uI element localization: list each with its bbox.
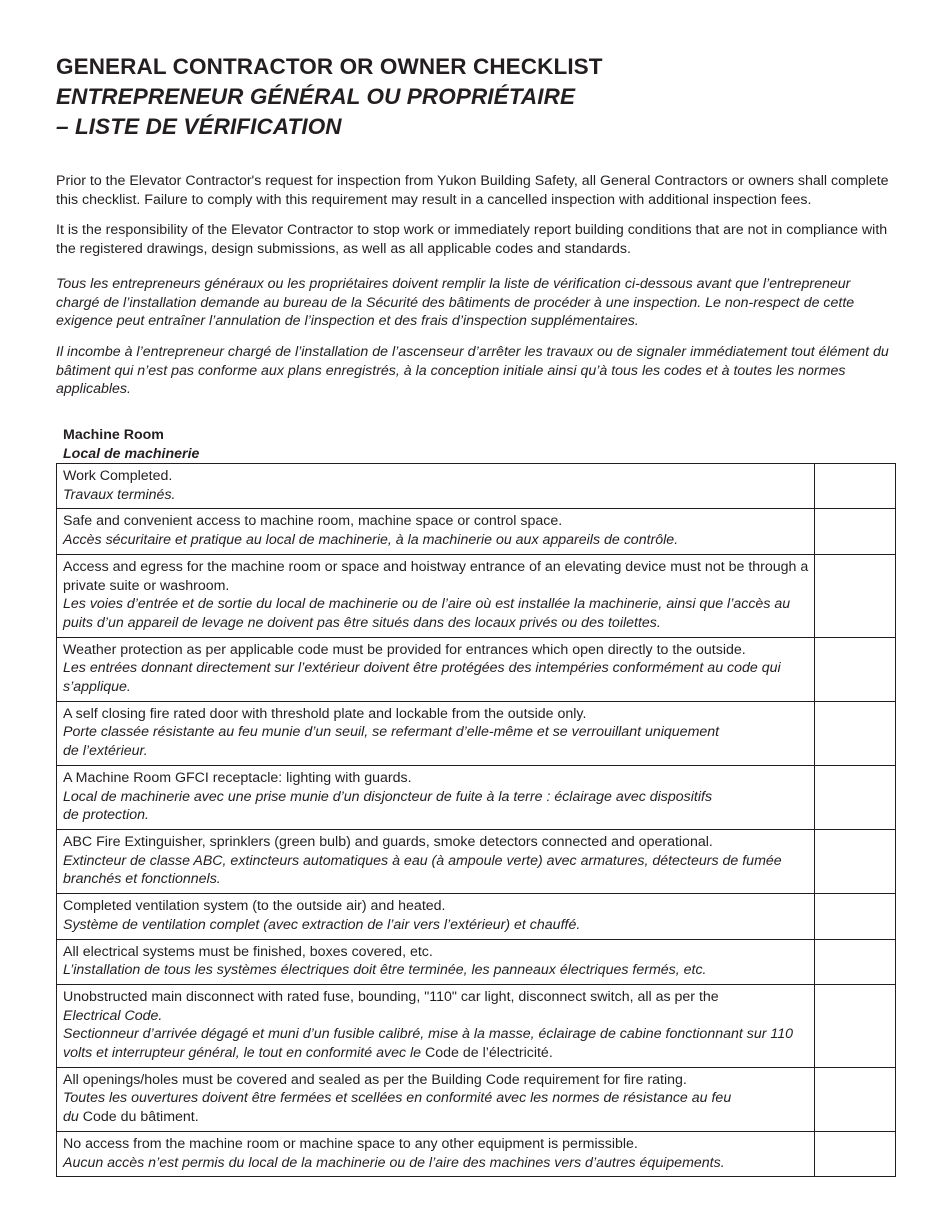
item-french-code-name: du bâtiment. bbox=[120, 1109, 199, 1126]
checklist-item-text bbox=[57, 464, 815, 509]
item-english-code-name: Electrical Code. bbox=[63, 1007, 163, 1024]
item-english: ABC Fire Extinguisher, sprinklers (green bulb) and guards, smoke detectors connected and operational. bbox=[63, 833, 713, 850]
intro-french-paragraph-2: Il incombe à l’entrepreneur chargé de l’installation de l’ascenseur d’arrêter les travaux ou de signaler immédiatement tout élément du bâtiment qui n’est pas conforme aux plans enregistrés, à la conception initiale ainsi qu’à tous les codes et à toutes les normes applicables. bbox=[56, 343, 889, 398]
checklist-row bbox=[57, 637, 896, 701]
checklist-item-text bbox=[57, 829, 815, 893]
item-french-continued: du bbox=[63, 1109, 79, 1126]
checkbox-cell[interactable] bbox=[815, 765, 896, 829]
checklist-row bbox=[57, 464, 896, 509]
item-french-continued: de protection. bbox=[63, 807, 149, 824]
section-heading-french: Local de machinerie bbox=[63, 445, 200, 462]
checkbox-cell[interactable] bbox=[815, 829, 896, 893]
item-french-code-name: de l’électricité. bbox=[462, 1045, 553, 1062]
checklist-item-text bbox=[57, 554, 815, 637]
checklist-row bbox=[57, 509, 896, 554]
checkbox-cell[interactable] bbox=[815, 464, 896, 509]
checklist-row bbox=[57, 894, 896, 939]
checkbox-cell[interactable] bbox=[815, 939, 896, 984]
item-french: Sectionneur d’arrivée dégagé et muni d’un fusible calibré, mise à la masse, éclairage de cabine fonctionnant sur 110 volts et interrupteur général, le tout en conformité avec le bbox=[63, 1026, 794, 1062]
item-english: Safe and convenient access to machine room, machine space or control space. bbox=[63, 513, 563, 530]
item-french: L’installation de tous les systèmes électriques doit être terminée, les panneaux électriques fermés, etc. bbox=[63, 962, 707, 979]
item-french-code-word: Code bbox=[82, 1109, 117, 1126]
item-english: Access and egress for the machine room or space and hoistway entrance of an elevating device must not be through a private suite or washroom. bbox=[63, 558, 809, 594]
item-french: Toutes les ouvertures doivent être fermées et scellées en conformité avec les normes de résistance au feu bbox=[63, 1090, 732, 1107]
checklist-item-text bbox=[57, 637, 815, 701]
page-title bbox=[56, 52, 896, 142]
checklist-page bbox=[56, 52, 896, 1177]
item-french: Travaux terminés. bbox=[63, 486, 176, 503]
item-english: Work Completed. bbox=[63, 468, 173, 485]
checklist-row bbox=[57, 701, 896, 765]
item-french: Local de machinerie avec une prise munie d’un disjoncteur de fuite à la terre : éclairage avec dispositifs bbox=[63, 788, 713, 805]
item-english: Completed ventilation system (to the outside air) and heated. bbox=[63, 898, 446, 915]
item-french: Accès sécuritaire et pratique au local de machinerie, à la machinerie ou aux appareils de contrôle. bbox=[63, 532, 679, 549]
item-french: Les voies d’entrée et de sortie du local de machinerie ou de l’aire où est installée la machinerie, ainsi que l’accès au puits d’un appareil de levage ne doivent pas être situés dans des locaux privés ou des toilettes. bbox=[63, 596, 791, 631]
item-english: No access from the machine room or machine space to any other equipment is permissible. bbox=[63, 1135, 638, 1152]
title-french-line2: – LISTE DE VÉRIFICATION bbox=[56, 114, 342, 139]
checkbox-cell[interactable] bbox=[815, 1067, 896, 1131]
item-english: Weather protection as per applicable code must be provided for entrances which open directly to the outside. bbox=[63, 641, 746, 658]
item-french: Système de ventilation complet (avec extraction de l’air vers l’extérieur) et chauffé. bbox=[63, 916, 581, 933]
intro-text bbox=[56, 172, 896, 399]
item-english: A self closing fire rated door with threshold plate and lockable from the outside only. bbox=[63, 705, 587, 722]
item-english: All electrical systems must be finished, boxes covered, etc. bbox=[63, 943, 433, 960]
checkbox-cell[interactable] bbox=[815, 637, 896, 701]
intro-french-paragraph-1: Tous les entrepreneurs généraux ou les propriétaires doivent remplir la liste de vérification ci-dessous avant que l’entrepreneur chargé de l’installation demande au bureau de la Sécurité des bâtiments de procéder à une inspection. Le non-respect de cette exigence peut entraîner l’annulation de l’inspection et des frais d’inspection supplémentaires. bbox=[56, 275, 855, 330]
checklist-row bbox=[57, 939, 896, 984]
checklist-item-text bbox=[57, 701, 815, 765]
checklist-item-text bbox=[57, 984, 815, 1067]
checklist-item-text bbox=[57, 509, 815, 554]
section-heading bbox=[56, 426, 896, 463]
checklist-row bbox=[57, 554, 896, 637]
checkbox-cell[interactable] bbox=[815, 701, 896, 765]
checklist-row bbox=[57, 984, 896, 1067]
title-english: GENERAL CONTRACTOR OR OWNER CHECKLIST bbox=[56, 54, 603, 79]
checklist-row bbox=[57, 1067, 896, 1131]
item-english: Unobstructed main disconnect with rated fuse, bounding, "110" car light, disconnect switch, all as per the bbox=[63, 988, 719, 1005]
checklist-item-text bbox=[57, 765, 815, 829]
checklist-row bbox=[57, 765, 896, 829]
checkbox-cell[interactable] bbox=[815, 509, 896, 554]
checklist-row bbox=[57, 829, 896, 893]
checklist-item-text bbox=[57, 1067, 815, 1131]
section-heading-english: Machine Room bbox=[63, 427, 164, 444]
checkbox-cell[interactable] bbox=[815, 984, 896, 1067]
intro-english-paragraph-1: Prior to the Elevator Contractor's request for inspection from Yukon Building Safety, all General Contractors or owners shall complete this checklist. Failure to comply with this requirement may result in a cancelled inspection with additional inspection fees. bbox=[56, 173, 889, 208]
checklist-item-text bbox=[57, 1131, 815, 1176]
checkbox-cell[interactable] bbox=[815, 894, 896, 939]
checklist-item-text bbox=[57, 894, 815, 939]
item-english: A Machine Room GFCI receptacle: lighting with guards. bbox=[63, 769, 412, 786]
checklist-row bbox=[57, 1131, 896, 1176]
item-french: Les entrées donnant directement sur l’extérieur doivent être protégées des intempéries conformément au code qui s’applique. bbox=[63, 660, 781, 696]
item-english: All openings/holes must be covered and sealed as per the Building Code requirement for fire rating. bbox=[63, 1071, 687, 1088]
checkbox-cell[interactable] bbox=[815, 554, 896, 637]
item-french: Extincteur de classe ABC, extincteurs automatiques à eau (à ampoule verte) avec armatures, détecteurs de fumée branchés et fonctionnels. bbox=[63, 852, 782, 888]
checkbox-cell[interactable] bbox=[815, 1131, 896, 1176]
intro-english-paragraph-2: It is the responsibility of the Elevator Contractor to stop work or immediately report building conditions that are not in compliance with the registered drawings, design submissions, as well as all applicable codes and standards. bbox=[56, 222, 888, 258]
title-french-line1: ENTREPRENEUR GÉNÉRAL OU PROPRIÉTAIRE bbox=[56, 84, 576, 109]
item-french-code-word: Code bbox=[425, 1045, 459, 1062]
checklist-item-text bbox=[57, 939, 815, 984]
checklist-table bbox=[56, 463, 896, 1177]
item-french-continued: de l’extérieur. bbox=[63, 743, 148, 760]
item-french: Porte classée résistante au feu munie d’un seuil, se refermant d’elle-même et se verrouillant uniquement bbox=[63, 724, 720, 741]
item-french: Aucun accès n’est permis du local de la machinerie ou de l’aire des machines vers d’autres équipements. bbox=[63, 1154, 725, 1171]
